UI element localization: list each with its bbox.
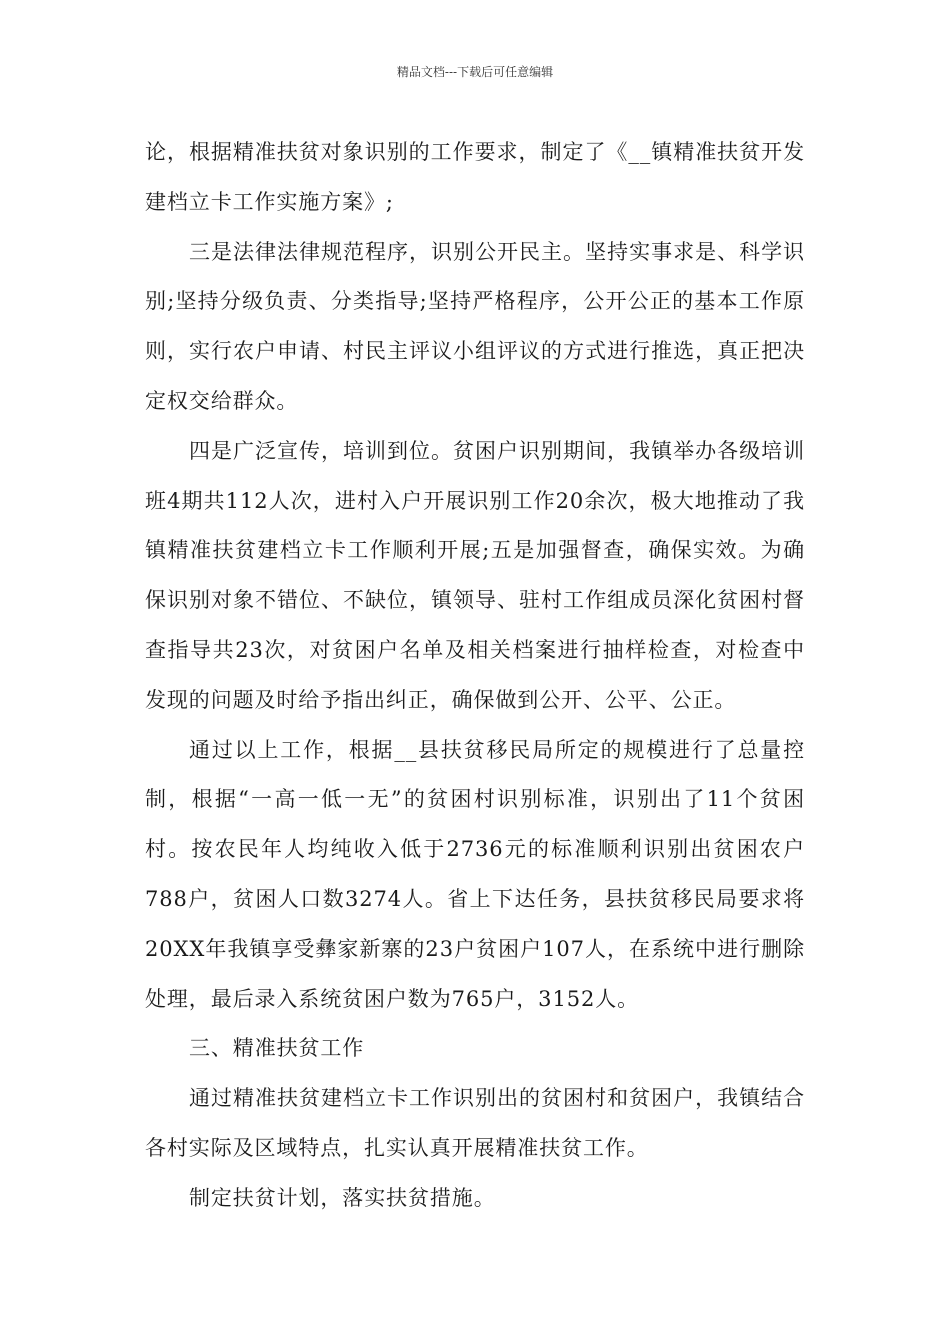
page-header: 精品文档---下载后可任意编辑 — [396, 65, 554, 79]
paragraph-1: 论，根据精准扶贫对象识别的工作要求，制定了《__镇精准扶贫开发建档立卡工作实施方案》; — [145, 140, 805, 214]
paragraph-6: 制定扶贫计划，落实扶贫措施。 — [189, 1185, 496, 1210]
paragraph-4: 通过以上工作，根据__县扶贫移民局所定的规模进行了总量控制，根据“一高一低一无”的贫困村识别标准，识别出了11个贫困村。按农民年人均纯收入低于2736元的标准顺利识别出贫困农户788户，贫困人口数3274人。省上下达任务，县扶贫移民局要求将20XX年我镇享受彝家新寨的23户贫困户107人，在系统中进行删除处理，最后录入系统贫困户数为765户，3152人。 — [145, 737, 805, 1011]
document-body — [145, 128, 805, 1224]
paragraph-5: 通过精准扶贫建档立卡工作识别出的贫困村和贫困户，我镇结合各村实际及区域特点，扎实认真开展精准扶贫工作。 — [145, 1086, 805, 1160]
paragraph-2: 三是法律法律规范程序，识别公开民主。坚持实事求是、科学识别;坚持分级负责、分类指导;坚持严格程序，公开公正的基本工作原则，实行农户申请、村民主评议小组评议的方式进行推选，真正把决定权交给群众。 — [145, 239, 805, 413]
section-heading: 三、精准扶贫工作 — [189, 1036, 365, 1061]
paragraph-3: 四是广泛宣传，培训到位。贫困户识别期间，我镇举办各级培训班4期共112人次，进村入户开展识别工作20余次，极大地推动了我镇精准扶贫建档立卡工作顺利开展;五是加强督查，确保实效。为确保识别对象不错位、不缺位，镇领导、驻村工作组成员深化贫困村督查指导共23次，对贫困户名单及相关档案进行抽样检查，对检查中发现的问题及时给予指出纠正，确保做到公开、公平、公正。 — [145, 438, 805, 712]
